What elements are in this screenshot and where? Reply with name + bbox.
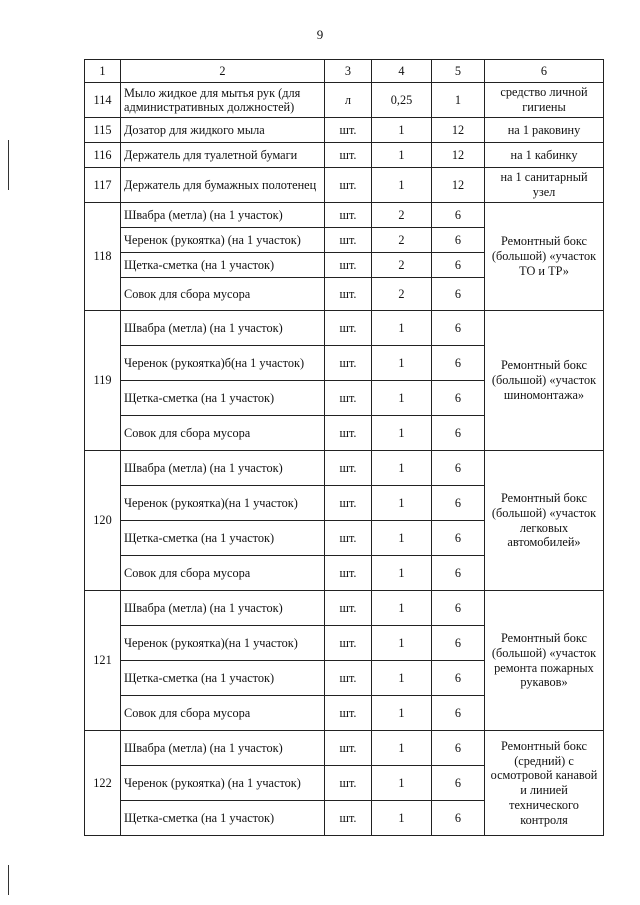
cell-unit: шт. xyxy=(325,801,372,836)
cell-unit: шт. xyxy=(325,451,372,486)
cell-num: 118 xyxy=(85,203,121,311)
cell-unit: шт. xyxy=(325,346,372,381)
cell-qty: 1 xyxy=(372,766,432,801)
cell-note: на 1 кабинку xyxy=(485,143,604,168)
cell-unit: шт. xyxy=(325,118,372,143)
cell-unit: шт. xyxy=(325,731,372,766)
cell-name: Швабра (метла) (на 1 участок) xyxy=(121,591,325,626)
cell-qty: 1 xyxy=(372,556,432,591)
cell-life: 6 xyxy=(432,451,485,486)
cell-num: 114 xyxy=(85,83,121,118)
table-row xyxy=(85,118,604,143)
cell-qty: 1 xyxy=(372,346,432,381)
cell-qty: 1 xyxy=(372,486,432,521)
cell-name: Щетка-сметка (на 1 участок) xyxy=(121,521,325,556)
header-cell: 3 xyxy=(325,60,372,83)
cell-qty: 1 xyxy=(372,591,432,626)
cell-note: на 1 раковину xyxy=(485,118,604,143)
cell-qty: 2 xyxy=(372,253,432,278)
cell-unit: шт. xyxy=(325,591,372,626)
cell-life: 6 xyxy=(432,346,485,381)
cell-qty: 1 xyxy=(372,626,432,661)
cell-life: 12 xyxy=(432,118,485,143)
cell-life: 6 xyxy=(432,626,485,661)
cell-unit: шт. xyxy=(325,278,372,311)
cell-qty: 1 xyxy=(372,801,432,836)
cell-name: Совок для сбора мусора xyxy=(121,696,325,731)
cell-qty: 1 xyxy=(372,696,432,731)
cell-qty: 2 xyxy=(372,278,432,311)
cell-name: Швабра (метла) (на 1 участок) xyxy=(121,203,325,228)
table-row xyxy=(85,203,604,228)
cell-life: 6 xyxy=(432,591,485,626)
cell-unit: шт. xyxy=(325,168,372,203)
cell-num: 119 xyxy=(85,311,121,451)
cell-qty: 0,25 xyxy=(372,83,432,118)
cell-unit: шт. xyxy=(325,203,372,228)
cell-name: Держатель для туалетной бумаги xyxy=(121,143,325,168)
cell-name: Швабра (метла) (на 1 участок) xyxy=(121,311,325,346)
cell-life: 6 xyxy=(432,766,485,801)
cell-name: Черенок (рукоятка) (на 1 участок) xyxy=(121,766,325,801)
cell-num: 120 xyxy=(85,451,121,591)
margin-mark-top xyxy=(8,140,9,190)
cell-life: 6 xyxy=(432,253,485,278)
cell-note: Ремонтный бокс (средний) с осмотровой канавой и линией технического контроля xyxy=(485,731,604,836)
cell-qty: 1 xyxy=(372,143,432,168)
cell-qty: 1 xyxy=(372,451,432,486)
table-row xyxy=(85,591,604,626)
cell-note: средство личной гигиены xyxy=(485,83,604,118)
cell-name: Мыло жидкое для мытья рук (для административных должностей) xyxy=(121,83,325,118)
cell-name: Черенок (рукоятка)(на 1 участок) xyxy=(121,486,325,521)
cell-unit: шт. xyxy=(325,253,372,278)
table-row xyxy=(85,83,604,118)
cell-life: 6 xyxy=(432,416,485,451)
cell-unit: шт. xyxy=(325,696,372,731)
cell-life: 6 xyxy=(432,311,485,346)
cell-life: 6 xyxy=(432,661,485,696)
page-number: 9 xyxy=(316,27,324,42)
header-cell: 2 xyxy=(121,60,325,83)
cell-unit: шт. xyxy=(325,766,372,801)
cell-unit: шт. xyxy=(325,521,372,556)
cell-num: 122 xyxy=(85,731,121,836)
table-row xyxy=(85,731,604,766)
cell-qty: 1 xyxy=(372,731,432,766)
cell-name: Совок для сбора мусора xyxy=(121,416,325,451)
cell-unit: л xyxy=(325,83,372,118)
cell-unit: шт. xyxy=(325,228,372,253)
supplies-table xyxy=(84,59,604,836)
cell-qty: 2 xyxy=(372,228,432,253)
cell-life: 6 xyxy=(432,203,485,228)
cell-name: Черенок (рукоятка)(на 1 участок) xyxy=(121,626,325,661)
cell-name: Держатель для бумажных полотенец xyxy=(121,168,325,203)
cell-name: Дозатор для жидкого мыла xyxy=(121,118,325,143)
cell-unit: шт. xyxy=(325,311,372,346)
cell-num: 121 xyxy=(85,591,121,731)
cell-life: 6 xyxy=(432,486,485,521)
cell-qty: 1 xyxy=(372,416,432,451)
cell-life: 12 xyxy=(432,143,485,168)
header-cell: 5 xyxy=(432,60,485,83)
cell-name: Щетка-сметка (на 1 участок) xyxy=(121,381,325,416)
cell-name: Щетка-сметка (на 1 участок) xyxy=(121,661,325,696)
cell-qty: 1 xyxy=(372,521,432,556)
cell-unit: шт. xyxy=(325,381,372,416)
cell-qty: 1 xyxy=(372,118,432,143)
table-row xyxy=(85,168,604,203)
cell-name: Щетка-сметка (на 1 участок) xyxy=(121,801,325,836)
header-cell: 1 xyxy=(85,60,121,83)
cell-life: 6 xyxy=(432,801,485,836)
cell-life: 6 xyxy=(432,381,485,416)
cell-life: 6 xyxy=(432,696,485,731)
cell-life: 6 xyxy=(432,556,485,591)
cell-qty: 2 xyxy=(372,203,432,228)
table-row xyxy=(85,143,604,168)
cell-unit: шт. xyxy=(325,626,372,661)
cell-name: Совок для сбора мусора xyxy=(121,556,325,591)
cell-name: Совок для сбора мусора xyxy=(121,278,325,311)
cell-note: Ремонтный бокс (большой) «участок шиномонтажа» xyxy=(485,311,604,451)
cell-unit: шт. xyxy=(325,661,372,696)
cell-unit: шт. xyxy=(325,486,372,521)
cell-name: Щетка-сметка (на 1 участок) xyxy=(121,253,325,278)
cell-note: на 1 санитарный узел xyxy=(485,168,604,203)
cell-name: Швабра (метла) (на 1 участок) xyxy=(121,451,325,486)
cell-life: 12 xyxy=(432,168,485,203)
cell-qty: 1 xyxy=(372,311,432,346)
cell-unit: шт. xyxy=(325,416,372,451)
table-row xyxy=(85,311,604,346)
cell-num: 116 xyxy=(85,143,121,168)
table-row xyxy=(85,451,604,486)
cell-note: Ремонтный бокс (большой) «участок ремонта пожарных рукавов» xyxy=(485,591,604,731)
cell-life: 6 xyxy=(432,228,485,253)
margin-mark-bottom xyxy=(8,865,9,895)
header-cell: 4 xyxy=(372,60,432,83)
cell-num: 117 xyxy=(85,168,121,203)
header-row xyxy=(85,60,604,83)
cell-name: Черенок (рукоятка)б(на 1 участок) xyxy=(121,346,325,381)
cell-life: 1 xyxy=(432,83,485,118)
cell-life: 6 xyxy=(432,521,485,556)
cell-num: 115 xyxy=(85,118,121,143)
header-cell: 6 xyxy=(485,60,604,83)
cell-note: Ремонтный бокс (большой) «участок ТО и ТР» xyxy=(485,203,604,311)
cell-life: 6 xyxy=(432,731,485,766)
cell-name: Швабра (метла) (на 1 участок) xyxy=(121,731,325,766)
cell-qty: 1 xyxy=(372,381,432,416)
cell-qty: 1 xyxy=(372,168,432,203)
cell-unit: шт. xyxy=(325,143,372,168)
cell-qty: 1 xyxy=(372,661,432,696)
cell-unit: шт. xyxy=(325,556,372,591)
cell-note: Ремонтный бокс (большой) «участок легковых автомобилей» xyxy=(485,451,604,591)
cell-life: 6 xyxy=(432,278,485,311)
cell-name: Черенок (рукоятка) (на 1 участок) xyxy=(121,228,325,253)
